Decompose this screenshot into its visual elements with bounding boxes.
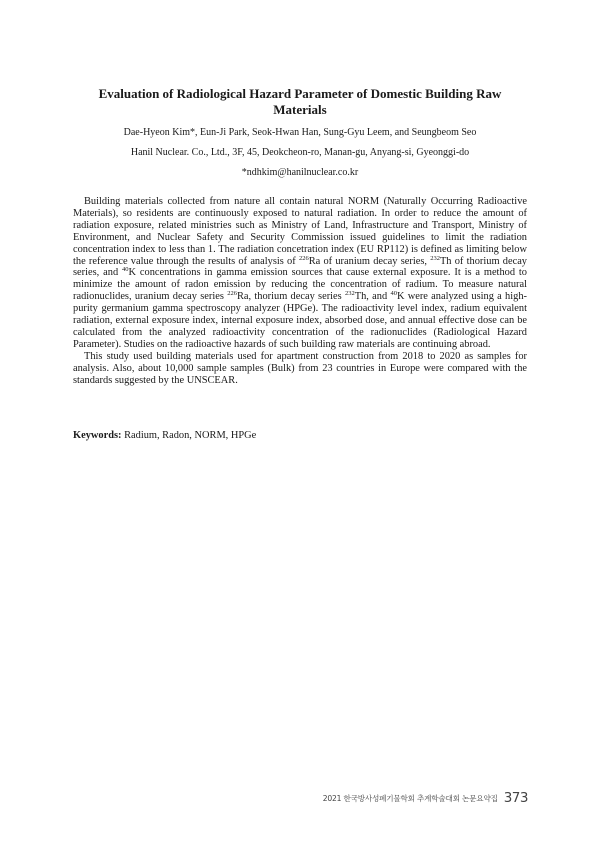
keywords-value: Radium, Radon, NORM, HPGe [121,430,257,441]
isotope-mass-number: 232 [344,290,355,298]
isotope-mass-number: 232 [430,254,440,262]
keywords [73,430,527,442]
abstract-text: Th, and [354,291,391,303]
abstract-text: Ra, thorium decay series [236,291,345,303]
abstract-paragraph-2: This study used building materials used for apartment construction from 2018 to 2020 as samples for analysis. Also, about 10,000 sample samples (Bulk) from 23 countries in Europe were compared with the standards suggested by the UNSCEAR. [73,350,527,386]
isotope-mass-number: 226 [227,290,237,298]
paper-title: Evaluation of Radiological Hazard Parameter of Domestic Building Raw Materials [98,86,502,117]
isotope-mass-number: 40 [122,266,129,274]
abstract-body [73,196,527,387]
affiliation: Hanil Nuclear. Co., Ltd., 3F, 45, Deokcheon-ro, Manan-gu, Anyang-si, Gyeonggi-do [130,147,470,158]
proceedings-title: 2021 한국방사성폐기물학회 추계학술대회 논문요약집 [322,794,498,803]
author-list: Dae-Hyeon Kim*, Eun-Ji Park, Seok-Hwan Han, Sung-Gyu Leem, and Seungbeom Seo [123,127,477,138]
abstract-text: Th of thorium decay series, and [73,255,527,279]
page-number: 373 [503,790,528,806]
isotope-mass-number: 226 [298,254,309,262]
page-footer [323,786,528,806]
keywords-label: Keywords: [73,430,122,441]
abstract-text: Building materials collected from nature all contain natural NORM (Naturally Occurring Radioactive Materials), so residents are continuously exposed to natural radiation. In order to reduce the amount of radiation exposure, related ministries such as Ministry of Land, Infrastructure and Transport, Ministry of Environment, and Nuclear Safety and Security Commission issued guidelines to limit the radiation concentration index to less than 1. The radiation concetration index (EU RP112) is defined as limiting below the reference value through the results of analysis of [73,196,527,267]
abstract-text: K were analyzed using a high-purity germanium gamma spectroscopy analyzer (HPGe). The radioactivity level index, radium equivalent radiation, external exposure index, internal exposure index, absorbed dose, and annual effective dose can be calculated from the analyzed radioactivity concentration of the radionuclides (Radiological Hazard Parameter). Studies on the radioactive hazards of such building raw materials are continuing abroad. [73,291,527,350]
corresponding-email: *ndhkim@hanilnuclear.co.kr [241,167,359,178]
abstract-text: K concentrations in gamma emission sources that cause external exposure. It is a method to minimize the amount of radon emission by reducing the concentration of radium. To measure natural radionuclides, uranium decay series [73,267,527,303]
abstract-paragraph-1 [73,196,527,351]
isotope-mass-number: 40 [390,290,397,298]
abstract-text: Ra of uranium decay series, [308,255,431,267]
